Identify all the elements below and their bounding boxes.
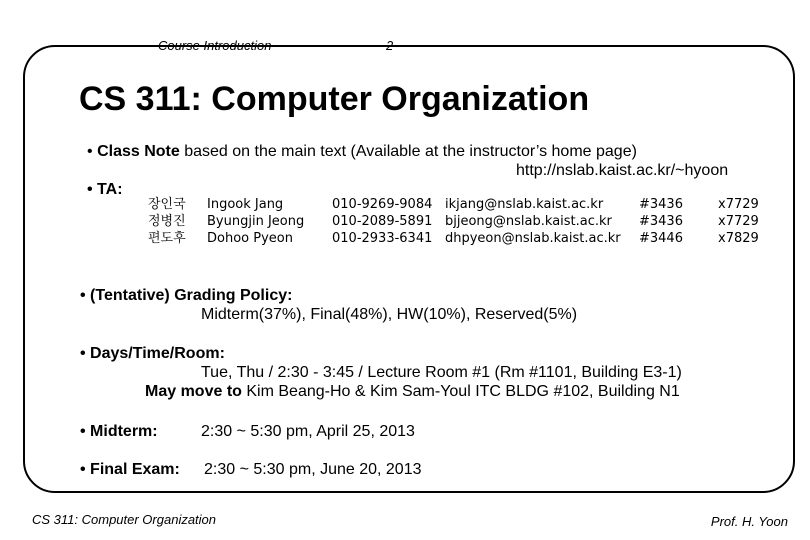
ta-phone: 010-2089-5891 (332, 214, 433, 229)
midterm-label: • Midterm: (80, 423, 158, 440)
instructor-url: http://nslab.kaist.ac.kr/~hyoon (516, 162, 729, 179)
ta-korean-name: 장인국 (148, 197, 186, 212)
ta-name: Byungjin Jeong (207, 214, 305, 229)
final-exam-value: 2:30 ~ 5:30 pm, June 20, 2013 (204, 461, 422, 478)
slide-title: CS 311: Computer Organization (79, 80, 590, 118)
ta-email: bjjeong@nslab.kaist.ac.kr (445, 214, 612, 229)
grading-label: • (Tentative) Grading Policy: (80, 287, 293, 304)
ta-email: dhpyeon@nslab.kaist.ac.kr (445, 231, 621, 246)
ta-korean-names (148, 196, 186, 247)
ta-korean-name: 편도후 (148, 231, 186, 246)
ta-emails (445, 196, 621, 247)
ta-phone: 010-9269-9084 (332, 197, 433, 212)
schedule-line2 (145, 383, 680, 401)
may-move-label: May move to (145, 383, 242, 400)
midterm-value: 2:30 ~ 5:30 pm, April 25, 2013 (201, 423, 415, 440)
ta-room: #3446 (639, 231, 683, 246)
grading-details: Midterm(37%), Final(48%), HW(10%), Reserved(5%) (201, 306, 578, 323)
class-note-line (87, 143, 637, 161)
header-section: Course Introduction (158, 38, 272, 53)
ta-room: #3436 (639, 214, 683, 229)
schedule-line2-rest: Kim Beang-Ho & Kim Sam-Youl ITC BLDG #102, Building N1 (241, 383, 680, 400)
ta-room: #3436 (639, 197, 683, 212)
ta-ext: x7729 (718, 214, 759, 229)
ta-ext: x7729 (718, 197, 759, 212)
ta-phone: 010-2933-6341 (332, 231, 433, 246)
class-note-label: Class Note (97, 143, 180, 160)
ta-ext: x7829 (718, 231, 759, 246)
page-number: 2 (386, 38, 394, 53)
ta-extensions (718, 196, 759, 247)
final-exam-label: • Final Exam: (80, 461, 180, 478)
ta-email: ikjang@nslab.kaist.ac.kr (445, 197, 604, 212)
ta-korean-name: 정병진 (148, 214, 186, 229)
ta-names (207, 196, 304, 247)
class-note-text: based on the main text (Available at the instructor’s home page) (179, 143, 637, 160)
footer-course: CS 311: Computer Organization (32, 512, 217, 527)
ta-phones (332, 196, 432, 247)
class-note-bullet: • (87, 143, 93, 160)
ta-name: Ingook Jang (207, 197, 284, 212)
ta-name: Dohoo Pyeon (207, 231, 293, 246)
schedule-label: • Days/Time/Room: (80, 345, 225, 362)
schedule-line1: Tue, Thu / 2:30 - 3:45 / Lecture Room #1 (Rm #1101, Building E3-1) (201, 364, 682, 381)
footer-author: Prof. H. Yoon (710, 514, 788, 529)
ta-rooms (639, 196, 683, 247)
ta-label: • TA: (87, 181, 123, 198)
